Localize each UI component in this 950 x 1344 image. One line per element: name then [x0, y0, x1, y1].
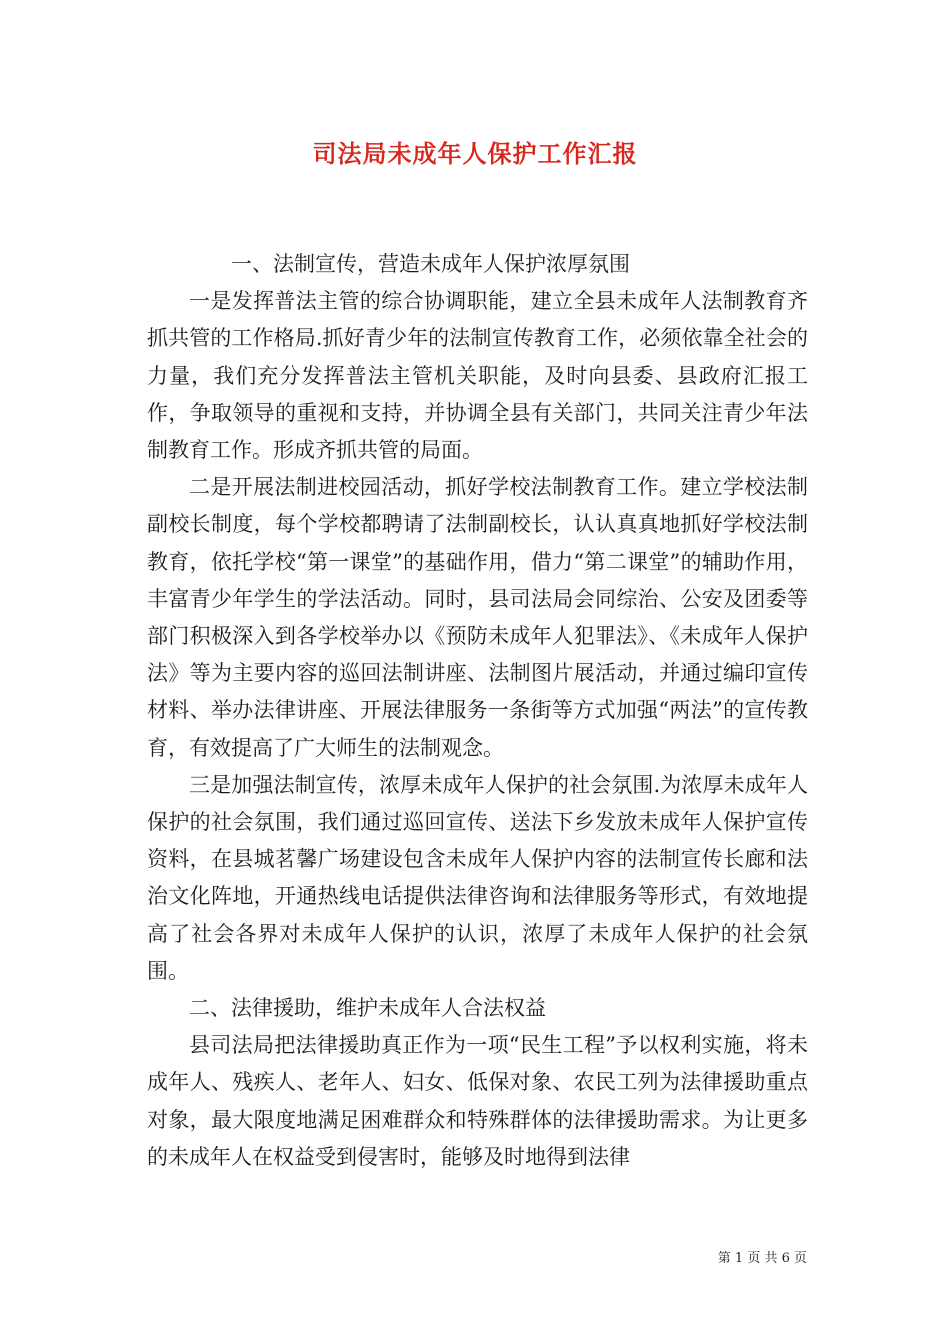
- paragraph: 县司法局把法律援助真正作为一项“民生工程”予以权利实施，将未成年人、残疾人、老年人、妇女、低保对象、农民工列为法律援助重点对象，最大限度地满足困难群众和特殊群体的法律援助需求。为让更多的未成年人在权益受到侵害时，能够及时地得到法律: [147, 1033, 808, 1169]
- paragraph: 三是加强法制宣传，浓厚未成年人保护的社会氛围.为浓厚未成年人保护的社会氛围，我们通过巡回宣传、送法下乡发放未成年人保护宣传资料，在县城茗馨广场建设包含未成年人保护内容的法制宣传长廊和法治文化阵地，开通热线电话提供法律咨询和法律服务等形式，有效地提高了社会各界对未成年人保护的认识，浓厚了未成年人保护的社会氛围。: [147, 772, 808, 983]
- section-heading-1: 一、法制宣传，营造未成年人保护浓厚氛围: [231, 252, 630, 276]
- document-body: [147, 246, 808, 1176]
- paragraph: 二是开展法制进校园活动，抓好学校法制教育工作。建立学校法制副校长制度，每个学校都聘请了法制副校长，认认真真地抓好学校法制教育，依托学校“第一课堂”的基础作用，借力“第二课堂”的辅助作用，丰富青少年学生的学法活动。同时，县司法局会同综治、公安及团委等部门积极深入到各学校举办以《预防未成年人犯罪法》、《未成年人保护法》等为主要内容的巡回法制讲座、法制图片展活动，并通过编印宣传材料、举办法律讲座、开展法律服务一条街等方式加强“两法”的宣传教育，有效提高了广大师生的法制观念。: [147, 475, 808, 760]
- section-heading-2: 二、法律援助，维护未成年人合法权益: [189, 996, 546, 1021]
- page-number-footer: 第 1 页 共 6 页: [717, 1251, 807, 1266]
- document-title: 司法局未成年人保护工作汇报: [312, 140, 638, 168]
- paragraph: 一是发挥普法主管的综合协调职能，建立全县未成年人法制教育齐抓共管的工作格局.抓好青少年的法制宣传教育工作，必须依靠全社会的力量，我们充分发挥普法主管机关职能，及时向县委、县政府汇报工作，争取领导的重视和支持，并协调全县有关部门，共同关注青少年法制教育工作。形成齐抓共管的局面。: [147, 289, 808, 463]
